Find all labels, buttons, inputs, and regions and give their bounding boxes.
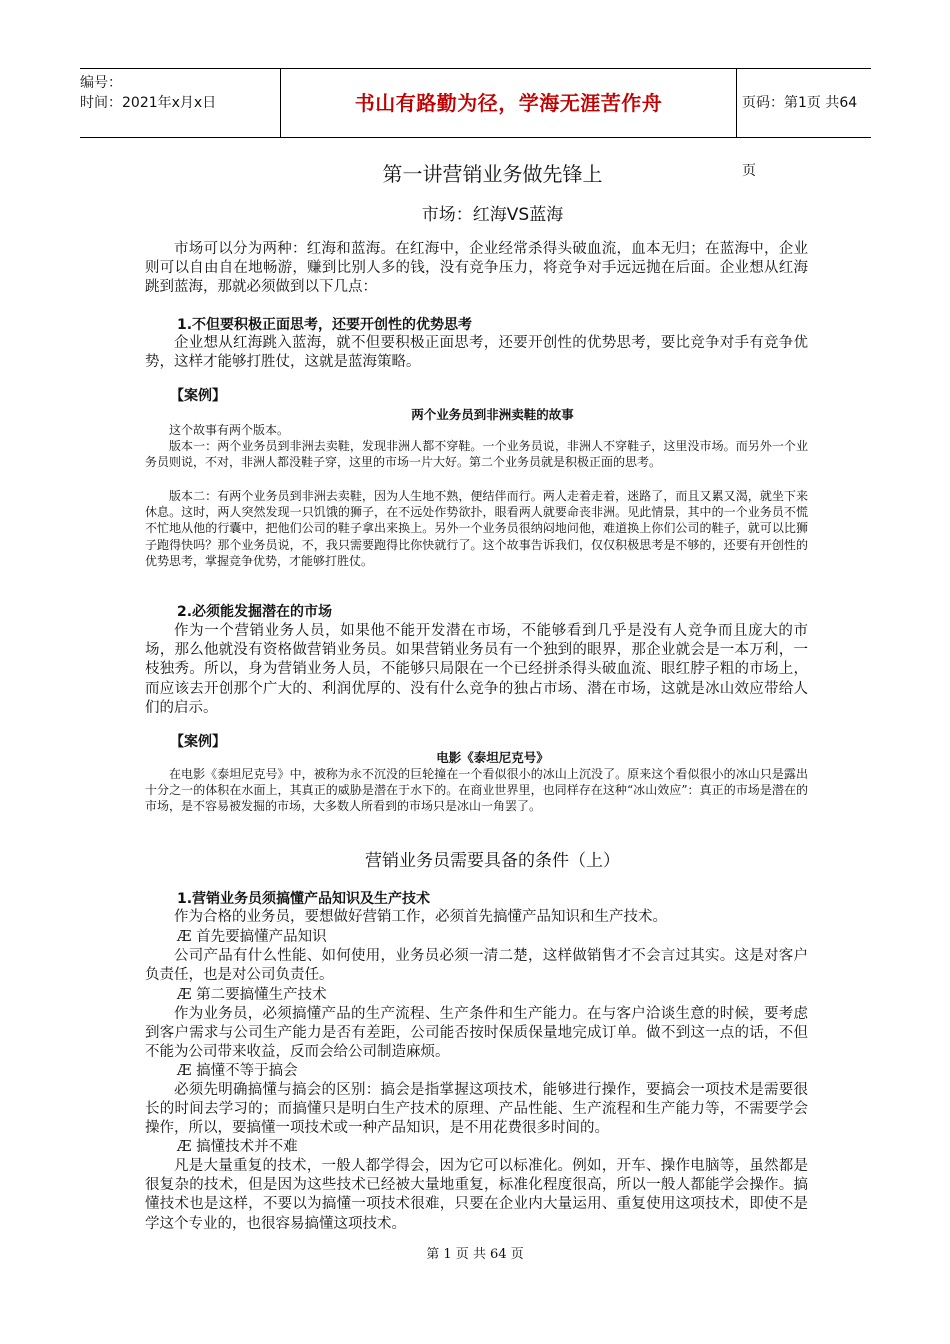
bullet-tech-not-hard: Æ 搞懂技术并不难 bbox=[177, 1139, 298, 1155]
story2-body: 在电影《泰坦尼克号》中，被称为永不沉没的巨轮撞在一个看似很小的冰山上沉没了。原来这个看似很小的冰山只是露出十分之一的体积在水面上，其真正的威胁是潜在于水下的。在商业世界里，也同样存在这种“冰山效应”：真正的市场是潜在的市场，是不容易被发掘的市场，大多数人所看到的市场只是冰山一角罢了。 bbox=[145, 767, 808, 814]
header-motto-cell bbox=[280, 69, 737, 137]
section3-para3: 必须先明确搞懂与搞会的区别：搞会是指掌握这项技术，能够进行操作，要搞会一项技术是需要很长的时间去学习的；而搞懂只是明白生产技术的原理、产品性能、生产流程和生产能力等，不需要学会操作，所以，要搞懂一项技术或一种产品知识，是不用花费很多时间的。 bbox=[145, 1082, 808, 1137]
section1-body: 企业想从红海跳入蓝海，就不但要积极正面思考，还要开创性的优势思考，要比竞争对手有竞争优势，这样才能够打胜仗，这就是蓝海策略。 bbox=[145, 335, 808, 371]
intro-paragraph: 市场可以分为两种：红海和蓝海。在红海中，企业经常杀得头破血流，血本无归；在蓝海中，企业则可以自由自在地畅游，赚到比别人多的钱，没有竞争压力，将竞争对手远远抛在后面。企业想从红海跳到蓝海，那就必须做到以下几点： bbox=[145, 241, 808, 296]
page-label: 页码：第1页 共64页 bbox=[742, 95, 858, 179]
section3-heading: 1.营销业务员须搞懂产品知识及生产技术 bbox=[177, 891, 431, 907]
header-page-cell bbox=[736, 69, 871, 179]
section3-intro: 作为合格的业务员，要想做好营销工作，必须首先搞懂产品知识和生产技术。 bbox=[174, 909, 667, 925]
bullet-product-knowledge: Æ 首先要搞懂产品知识 bbox=[177, 929, 327, 945]
story1-version2: 版本二：有两个业务员到非洲去卖鞋，因为人生地不熟，便结伴而行。两人走着走着，迷路了，而且又累又渴，就坐下来休息。这时，两人突然发现一只饥饿的狮子，在不远处作势欲扑，眼看两人就要命丧非洲。见此情景，其中的一个业务员不慌不忙地从他的行囊中，把他们公司的鞋子拿出来换上。另外一个业务员很纳闷地问他，难道换上你们公司的鞋子，就可以比狮子跑得快吗？那个业务员说，不，我只需要跑得比你快就行了。这个故事告诉我们，仅仅积极思考是不够的，还要有开创性的优势思考，掌握竞争优势，才能够打胜仗。 bbox=[145, 489, 808, 568]
story-title-1: 两个业务员到非洲卖鞋的故事 bbox=[411, 407, 574, 422]
motto: 书山有路勤为径，学海无涯苦作舟 bbox=[354, 91, 663, 115]
section3-para4: 凡是大量重复的技术，一般人都学得会，因为它可以标准化。例如，开车、操作电脑等，虽然都是很复杂的技术，但是因为这些技术已经被大量地重复，标准化程度很高，所以一般人都能学会操作。搞懂技术也是这样，不要以为搞懂一项技术很难，只要在企业内大量运用、重复使用这项技术，即使不是学这个专业的，也很容易搞懂这项技术。 bbox=[145, 1158, 808, 1232]
page-subtitle: 市场：红海VS蓝海 bbox=[421, 205, 564, 225]
case-label-1: 【案例】 bbox=[170, 388, 226, 404]
section1-heading: 1.不但要积极正面思考，还要开创性的优势思考 bbox=[177, 317, 473, 333]
section3-para2: 作为业务员，必须搞懂产品的生产流程、生产条件和生产能力。在与客户洽谈生意的时候，要考虑到客户需求与公司生产能力是否有差距，公司能否按时保质保量地完成订单。做不到这一点的话，不但不能为公司带来收益，反而会给公司制造麻烦。 bbox=[145, 1006, 808, 1061]
story1-version1: 版本一：两个业务员到非洲去卖鞋，发现非洲人都不穿鞋。一个业务员说，非洲人不穿鞋子，这里没市场。而另外一个业务员则说，不对，非洲人都没鞋子穿，这里的市场一片大好。第二个业务员就是积极正面的思考。 bbox=[145, 439, 808, 470]
header-meta bbox=[80, 69, 280, 137]
section3-title: 营销业务员需要具备的条件（上） bbox=[365, 851, 620, 871]
section2-heading: 2.必须能发掘潜在的市场 bbox=[177, 604, 333, 620]
case-label-2: 【案例】 bbox=[170, 734, 226, 750]
number-label: 编号： bbox=[80, 75, 122, 91]
bullet-production-tech: Æ 第二要搞懂生产技术 bbox=[177, 987, 327, 1003]
bullet-understand-vs-master: Æ 搞懂不等于搞会 bbox=[177, 1063, 298, 1079]
story1-line0: 这个故事有两个版本。 bbox=[169, 423, 290, 437]
time-label: 时间：2021年x月x日 bbox=[80, 95, 217, 111]
page-footer: 第 1 页 共 64 页 bbox=[426, 1247, 524, 1262]
page-title: 第一讲营销业务做先锋上 bbox=[382, 162, 603, 186]
section2-body: 作为一个营销业务人员，如果他不能开发潜在市场，不能够看到几乎是没有人竞争而且庞大的市场，那么他就没有资格做营销业务员。如果营销业务员有一个独到的眼界，那企业就会是一本万利，一枝独秀。所以，身为营销业务人员，不能够只局限在一个已经拼杀得头破血流、眼红脖子粗的市场上，而应该去开创那个广大的、利润优厚的、没有什么竞争的独占市场、潜在市场，这就是冰山效应带给人们的启示。 bbox=[145, 623, 808, 716]
section3-para1: 公司产品有什么性能、如何使用，业务员必须一清二楚，这样做销售才不会言过其实。这是对客户负责任，也是对公司负责任。 bbox=[145, 948, 808, 984]
story-title-2: 电影《泰坦尼克号》 bbox=[436, 750, 549, 765]
